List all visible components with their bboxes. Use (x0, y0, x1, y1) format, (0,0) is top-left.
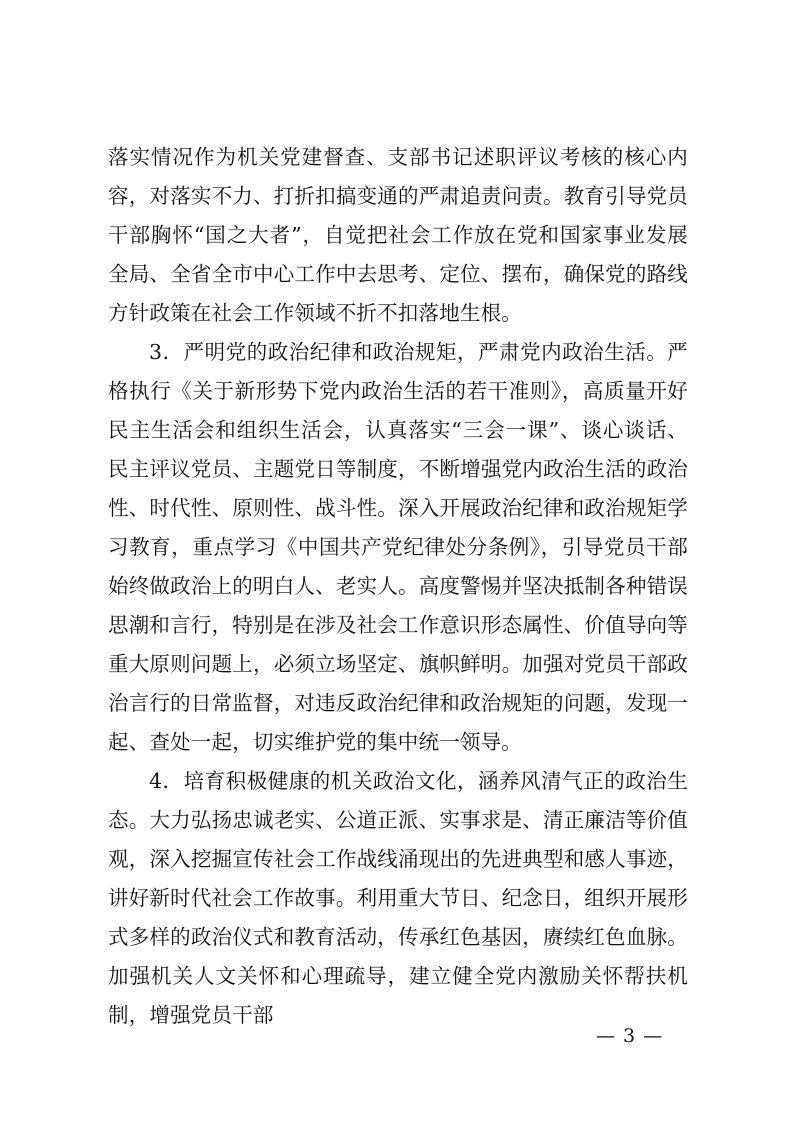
paragraph-item-3: 3．严明党的政治纪律和政治规矩，严肃党内政治生活。严格执行《关于新形势下党内政治生活的若干准则》，高质量开好民主生活会和组织生活会，认真落实“三会一课”、谈心谈话、民主评议党员、主题党日等制度，不断增强党内政治生活的政治性、时代性、原则性、战斗性。深入开展政治纪律和政治规矩学习教育，重点学习《中国共产党纪律处分条例》，引导党员干部始终做政治上的明白人、老实人。高度警惕并坚决抵制各种错误思潮和言行，特别是在涉及社会工作意识形态属性、价值导向等重大原则问题上，必须立场坚定、旗帜鲜明。加强对党员干部政治言行的日常监督，对违反政治纪律和政治规矩的问题，发现一起、查处一起，切实维护党的集中统一领导。 (108, 340, 688, 754)
paragraph-continuation: 落实情况作为机关党建督查、支部书记述职评议考核的核心内容，对落实不力、打折扣搞变通的严肃追责问责。教育引导党员干部胸怀“国之大者”，自觉把社会工作放在党和国家事业发展全局、全省全市中心工作中去思考、定位、摆布，确保党的路线方针政策在社会工作领域不折不扣落地生根。 (108, 145, 688, 325)
body-text (108, 138, 688, 1035)
paragraph-item-4: 4．培育积极健康的机关政治文化，涵养风清气正的政治生态。大力弘扬忠诚老实、公道正派、实事求是、清正廉洁等价值观，深入挖掘宣传社会工作战线涌现出的先进典型和感人事迹，讲好新时代社会工作故事。利用重大节日、纪念日，组织开展形式多样的政治仪式和教育活动，传承红色基因，赓续红色血脉。加强机关人文关怀和心理疏导，建立健全党内激励关怀帮扶机制，增强党员干部 (108, 769, 688, 1027)
page-number: — 3 — (596, 1025, 664, 1047)
